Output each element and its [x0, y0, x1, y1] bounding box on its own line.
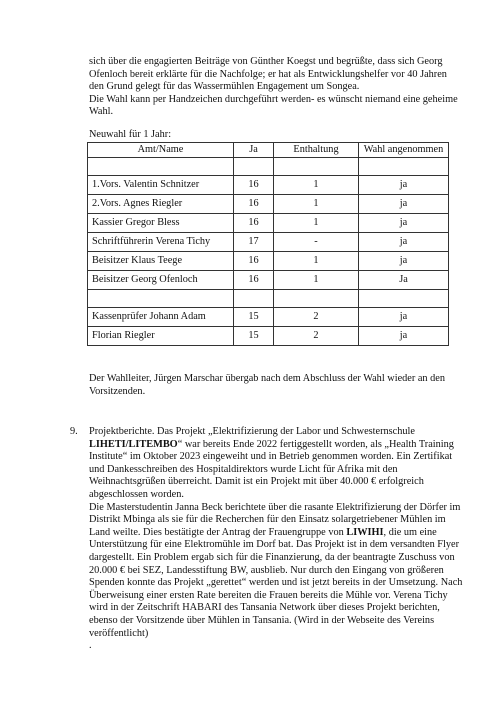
- cell-abstention: 1: [274, 271, 359, 290]
- cell-yes: 16: [234, 214, 274, 233]
- project-name-liwihi: LIWIHI: [346, 526, 384, 538]
- cell-abstention: [274, 158, 359, 176]
- project-report-paragraph-1: [89, 426, 467, 502]
- cell-accepted: ja: [359, 252, 449, 271]
- p1-text-a: Projektberichte. Das Projekt „Elektrifizierung der Labor und Schwesternschule: [89, 426, 415, 437]
- cell-abstention: -: [274, 233, 359, 252]
- cell-abstention: 2: [274, 327, 359, 346]
- header-office: Amt/Name: [88, 143, 234, 158]
- cell-accepted: ja: [359, 195, 449, 214]
- cell-yes: 16: [234, 176, 274, 195]
- table-row: [88, 195, 449, 214]
- cell-office: [88, 290, 234, 308]
- intro-text-1: sich über die engagierten Beiträge von Günther Koegst und begrüßte, dass sich Georg Ofenloch bereit erklärte für die Nachfolge; er hat als Entwicklungshelfer vor 40 Jahren den Grund gelegt für das Wassermühlen Engagement um Songea.: [89, 56, 447, 93]
- table-row: [88, 271, 449, 290]
- cell-abstention: 1: [274, 195, 359, 214]
- section-body: [89, 426, 467, 640]
- table-row: [88, 214, 449, 233]
- cell-office: Beisitzer Georg Ofenloch: [88, 271, 234, 290]
- cell-yes: [234, 158, 274, 176]
- table-row: [88, 158, 449, 176]
- p1-text-b: “ war bereits Ende 2022 fertiggestellt worden, als „Health Training Institute“ im Oktober 2023 eingeweiht und in Betrieb genommen worden. Ein Zertifikat und Dankesschreiben des Hospitaldirektors wurde Licht für Afrika mit den Weihnachtsgrüßen überreicht. Damit ist ein Projekt mit über 40.000 € erfolgreich abgeschlossen worden.: [89, 438, 454, 500]
- table-title: Neuwahl für 1 Jahr:: [89, 129, 172, 140]
- cell-yes: 16: [234, 252, 274, 271]
- project-report-paragraph-2: [89, 502, 467, 641]
- election-table: [87, 142, 449, 346]
- cell-office: Schriftführerin Verena Tichy: [88, 233, 234, 252]
- cell-accepted: ja: [359, 176, 449, 195]
- cell-accepted: Ja: [359, 271, 449, 290]
- intro-text-2: Die Wahl kann per Handzeichen durchgeführt werden- es wünscht niemand eine geheime Wahl.: [89, 93, 458, 118]
- table-row: [88, 252, 449, 271]
- table-row: [88, 290, 449, 308]
- table-header-row: [88, 143, 449, 158]
- cell-office: 1.Vors. Valentin Schnitzer: [88, 176, 234, 195]
- cell-accepted: ja: [359, 233, 449, 252]
- cell-yes: [234, 290, 274, 308]
- cell-accepted: [359, 290, 449, 308]
- cell-yes: 16: [234, 271, 274, 290]
- header-yes: Ja: [234, 143, 274, 158]
- cell-abstention: 1: [274, 176, 359, 195]
- p2-text-a: Die Masterstudentin Janna Beck berichtete über die rasante Elektrifizierung der Dörfer im Distrikt Mbinga als sie für die Recherchen für den Einsatz solargetriebener Mühlen im Land weilte. Dies bestätigte der Antrag der Frauengruppe von: [89, 501, 461, 538]
- table-row: [88, 327, 449, 346]
- cell-abstention: 2: [274, 308, 359, 327]
- cell-abstention: [274, 290, 359, 308]
- cell-yes: 15: [234, 308, 274, 327]
- cell-office: Beisitzer Klaus Teege: [88, 252, 234, 271]
- cell-office: Kassenprüfer Johann Adam: [88, 308, 234, 327]
- cell-accepted: ja: [359, 214, 449, 233]
- cell-office: [88, 158, 234, 176]
- header-abstention: Enthaltung: [274, 143, 359, 158]
- table-row: [88, 176, 449, 195]
- table-row: [88, 308, 449, 327]
- closing-paragraph: Der Wahlleiter, Jürgen Marschar übergab nach dem Abschluss der Wahl wieder an den Vorsitzenden.: [89, 373, 446, 397]
- cell-accepted: ja: [359, 308, 449, 327]
- cell-office: Florian Riegler: [88, 327, 234, 346]
- section-number: 9.: [70, 426, 78, 437]
- cell-abstention: 1: [274, 214, 359, 233]
- cell-yes: 16: [234, 195, 274, 214]
- trailing-mark: .: [89, 640, 92, 651]
- cell-accepted: [359, 158, 449, 176]
- table-row: [88, 233, 449, 252]
- cell-yes: 17: [234, 233, 274, 252]
- project-name-liheti: LIHETI/LITEMBO: [89, 438, 178, 450]
- intro-paragraph: [89, 56, 459, 119]
- cell-office: Kassier Gregor Bless: [88, 214, 234, 233]
- cell-accepted: ja: [359, 327, 449, 346]
- cell-abstention: 1: [274, 252, 359, 271]
- p2-text-b: , die um eine Unterstützung für eine Elektromühle im Dorf bat. Das Projekt ist in dem versandten Flyer dargestellt. Ein Problem ergab sich für die Finanzierung, da der beantragte Zuschuss von 20.000 € bei SEZ, Landesstiftung BW, ausblieb. Nur durch den Eingang von größeren Spenden konnte das Projekt „gerettet“ werden und ist jetzt bereits in der Umsetzung. Nach Überweisung einer ersten Rate bereiten die Frauen bereits die Mühle vor. Verena Tichy wird in der Zeitschrift HABARI des Tansania Network über dieses Projekt berichten, ebenso der Vorsitzende über Mühlen in Tansania. (Wird in der Webseite des Vereins veröffentlicht): [89, 526, 463, 639]
- header-accepted: Wahl angenommen: [359, 143, 449, 158]
- cell-yes: 15: [234, 327, 274, 346]
- cell-office: 2.Vors. Agnes Riegler: [88, 195, 234, 214]
